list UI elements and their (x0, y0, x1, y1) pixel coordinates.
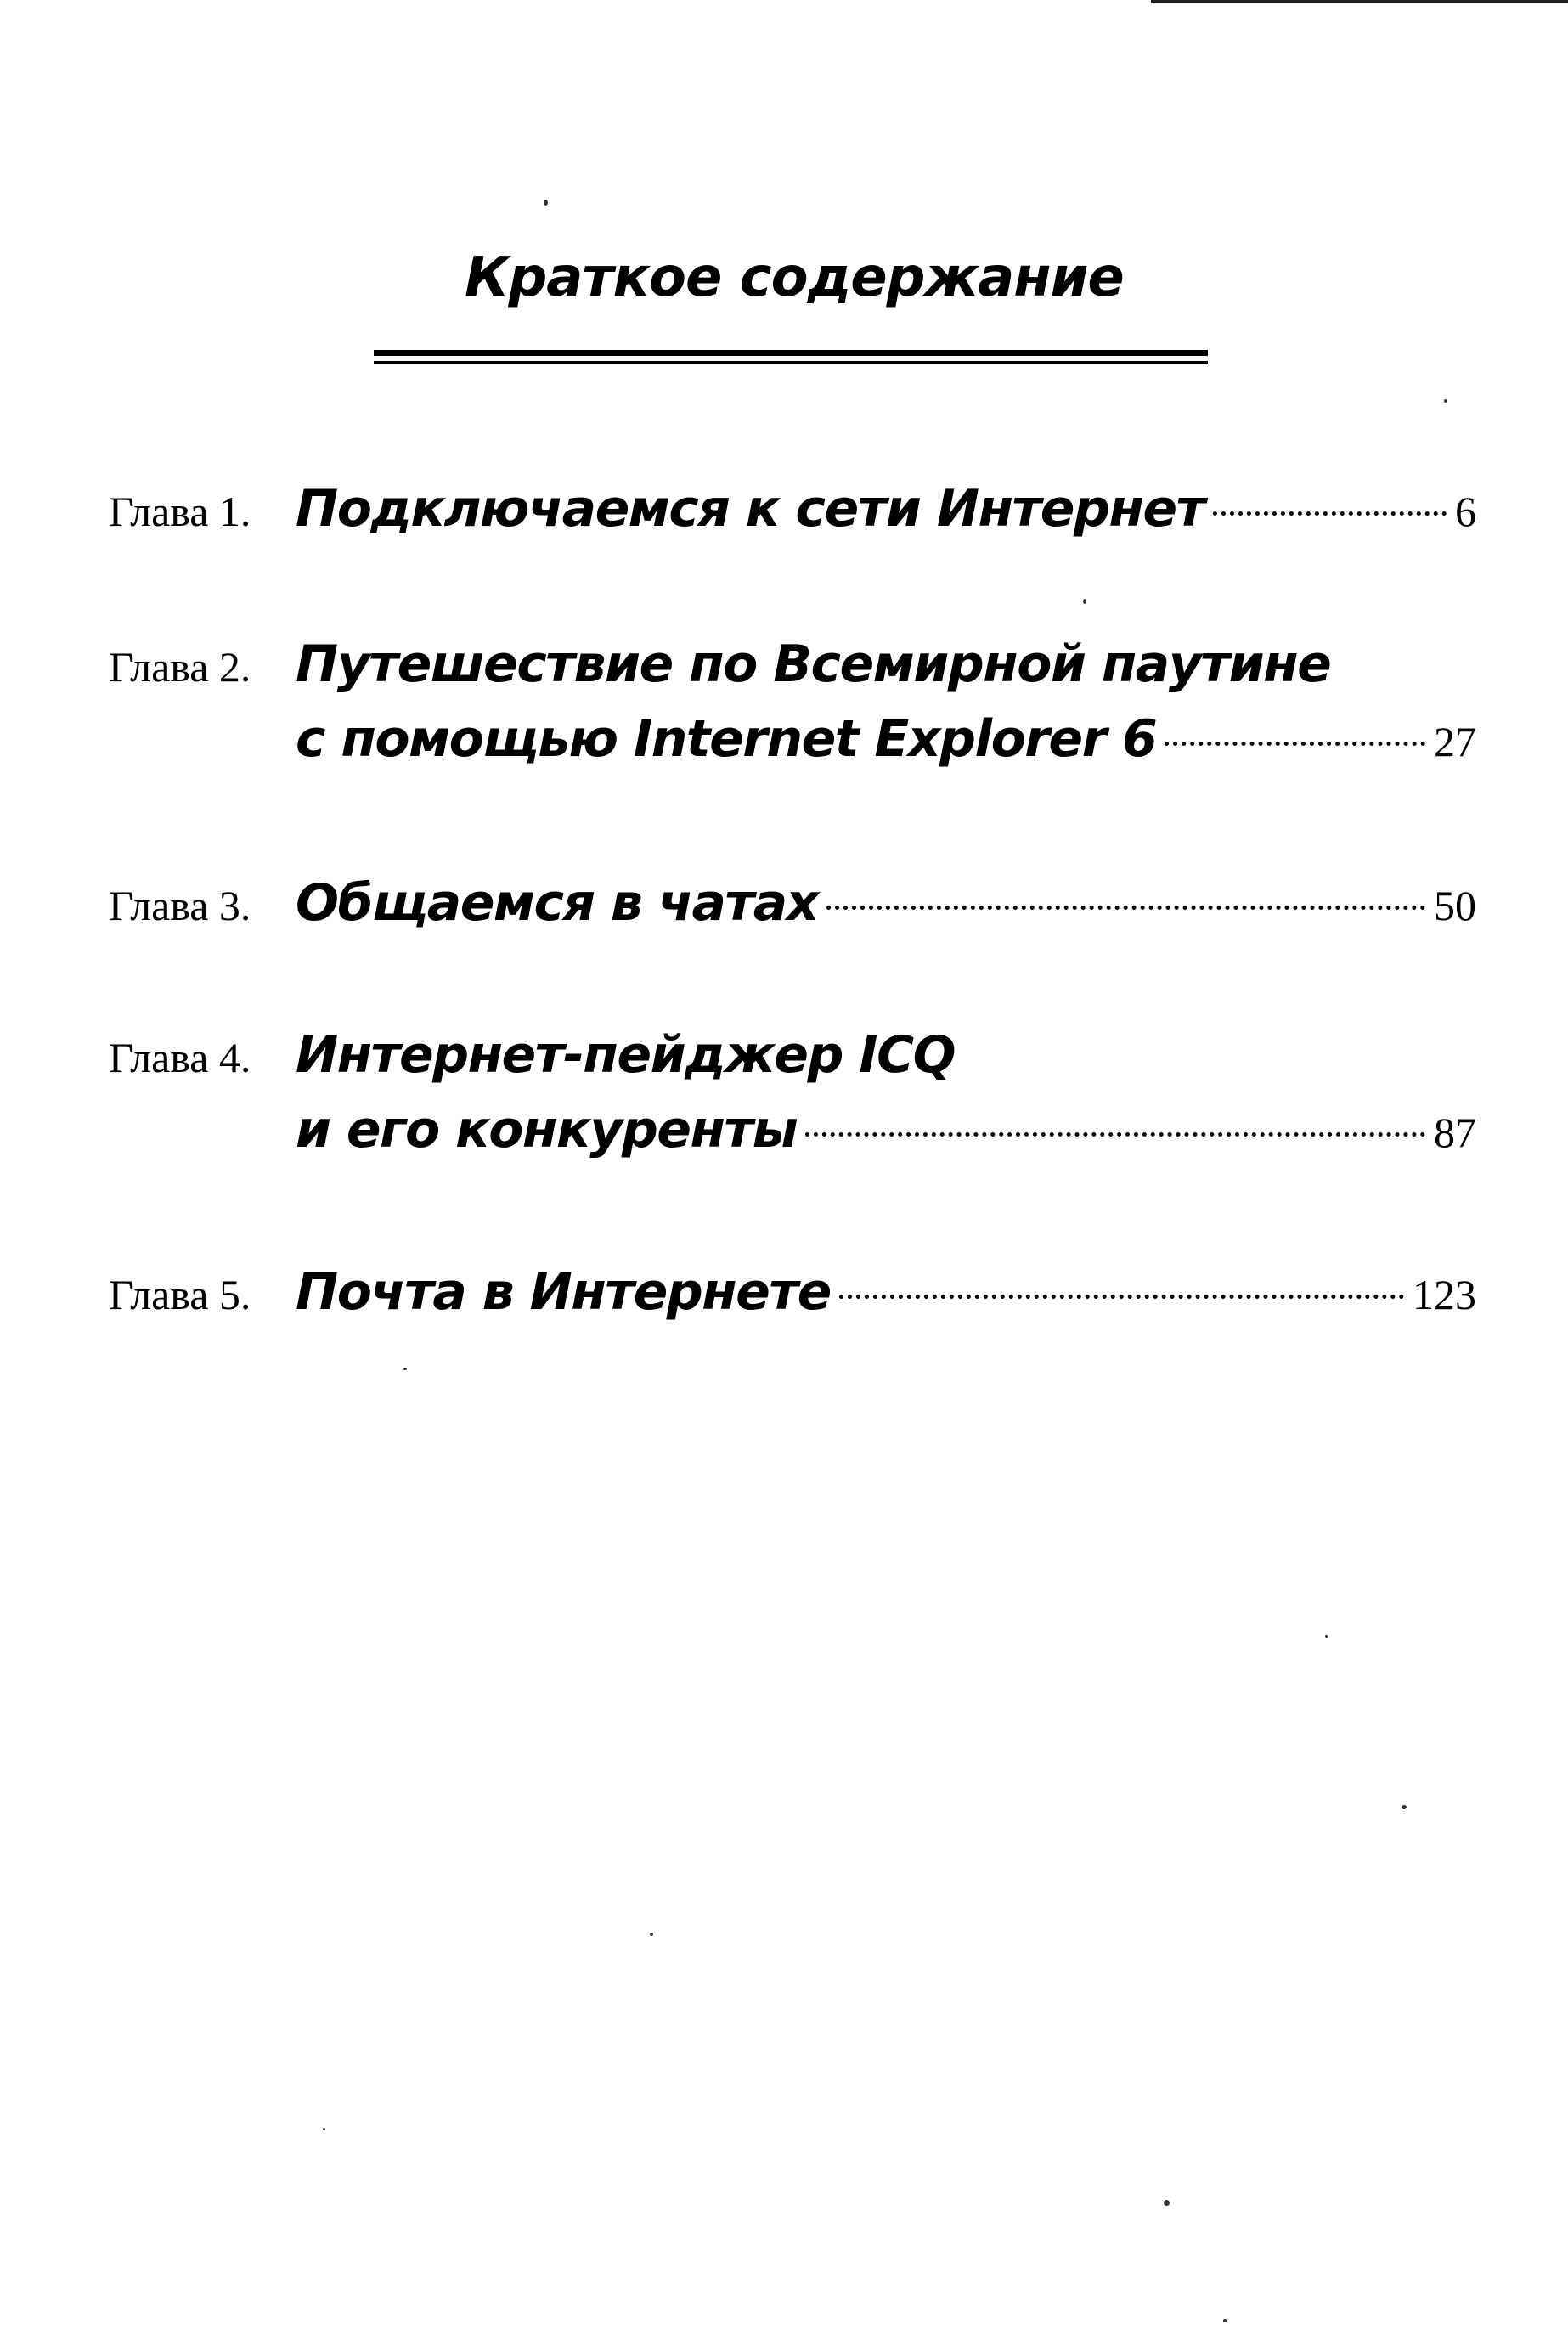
scan-edge-rule (1151, 0, 1568, 3)
chapter-title-text: Общаемся в чатах (296, 873, 818, 933)
dot-leader (1165, 742, 1425, 746)
dot-leader (839, 1295, 1404, 1299)
page-number: 50 (1434, 882, 1476, 929)
page-number: 123 (1413, 1271, 1476, 1318)
chapter-title-text: Интернет-пейджер ICQ (296, 1025, 956, 1085)
chapter-title (296, 1018, 1476, 1170)
page-number: 27 (1434, 718, 1476, 765)
page-number: 6 (1455, 488, 1476, 535)
dot-leader (1213, 511, 1447, 516)
chapter-title (296, 627, 1476, 779)
scan-speck (403, 1368, 407, 1370)
chapter-title-text: с помощью Internet Explorer 6 (296, 709, 1157, 769)
chapter-title-line (296, 702, 1476, 779)
scan-speck (1325, 1635, 1328, 1638)
toc-entry-1 (109, 471, 1476, 549)
title-underline-thin (374, 361, 1208, 364)
chapter-number: Глава 5. (109, 1271, 251, 1318)
chapter-title-line (296, 866, 1476, 943)
chapter-number: Глава 3. (109, 882, 251, 929)
chapter-title (296, 1255, 1476, 1332)
scan-speck (650, 1933, 653, 1936)
chapter-title-text: Подключаемся к сети Интернет (296, 479, 1204, 539)
toc-entry-4 (109, 1018, 1476, 1170)
toc-entry-3 (109, 866, 1476, 943)
chapter-title-line (296, 1018, 1476, 1092)
chapter-title (296, 471, 1476, 549)
chapter-title-text: Почта в Интернете (296, 1262, 831, 1322)
toc-entry-2 (109, 627, 1476, 779)
chapter-title-line (296, 1092, 1476, 1170)
scan-speck (1223, 2319, 1227, 2322)
chapter-title-text: Путешествие по Всемирной паутине (296, 635, 1331, 694)
title-underline-thick (374, 350, 1208, 356)
chapter-number: Глава 4. (109, 1034, 251, 1081)
scan-speck (1402, 1805, 1407, 1809)
scan-speck (1444, 399, 1447, 403)
chapter-number: Глава 2. (109, 643, 251, 691)
page-title: Краткое содержание (465, 246, 1124, 309)
dot-leader (805, 1132, 1425, 1137)
chapter-number: Глава 1. (109, 488, 251, 535)
page-number: 87 (1434, 1109, 1476, 1156)
chapter-title-text: и его конкуренты (296, 1100, 798, 1160)
chapter-title (296, 866, 1476, 943)
table-of-contents (109, 471, 1476, 1332)
scan-speck (544, 200, 548, 206)
scan-speck (323, 2128, 325, 2130)
scan-speck (1164, 2200, 1170, 2206)
scan-speck (1083, 599, 1086, 604)
chapter-title-line (296, 627, 1476, 702)
chapter-title-line (296, 471, 1476, 549)
dot-leader (826, 906, 1425, 910)
chapter-title-line (296, 1255, 1476, 1332)
toc-entry-5 (109, 1255, 1476, 1332)
